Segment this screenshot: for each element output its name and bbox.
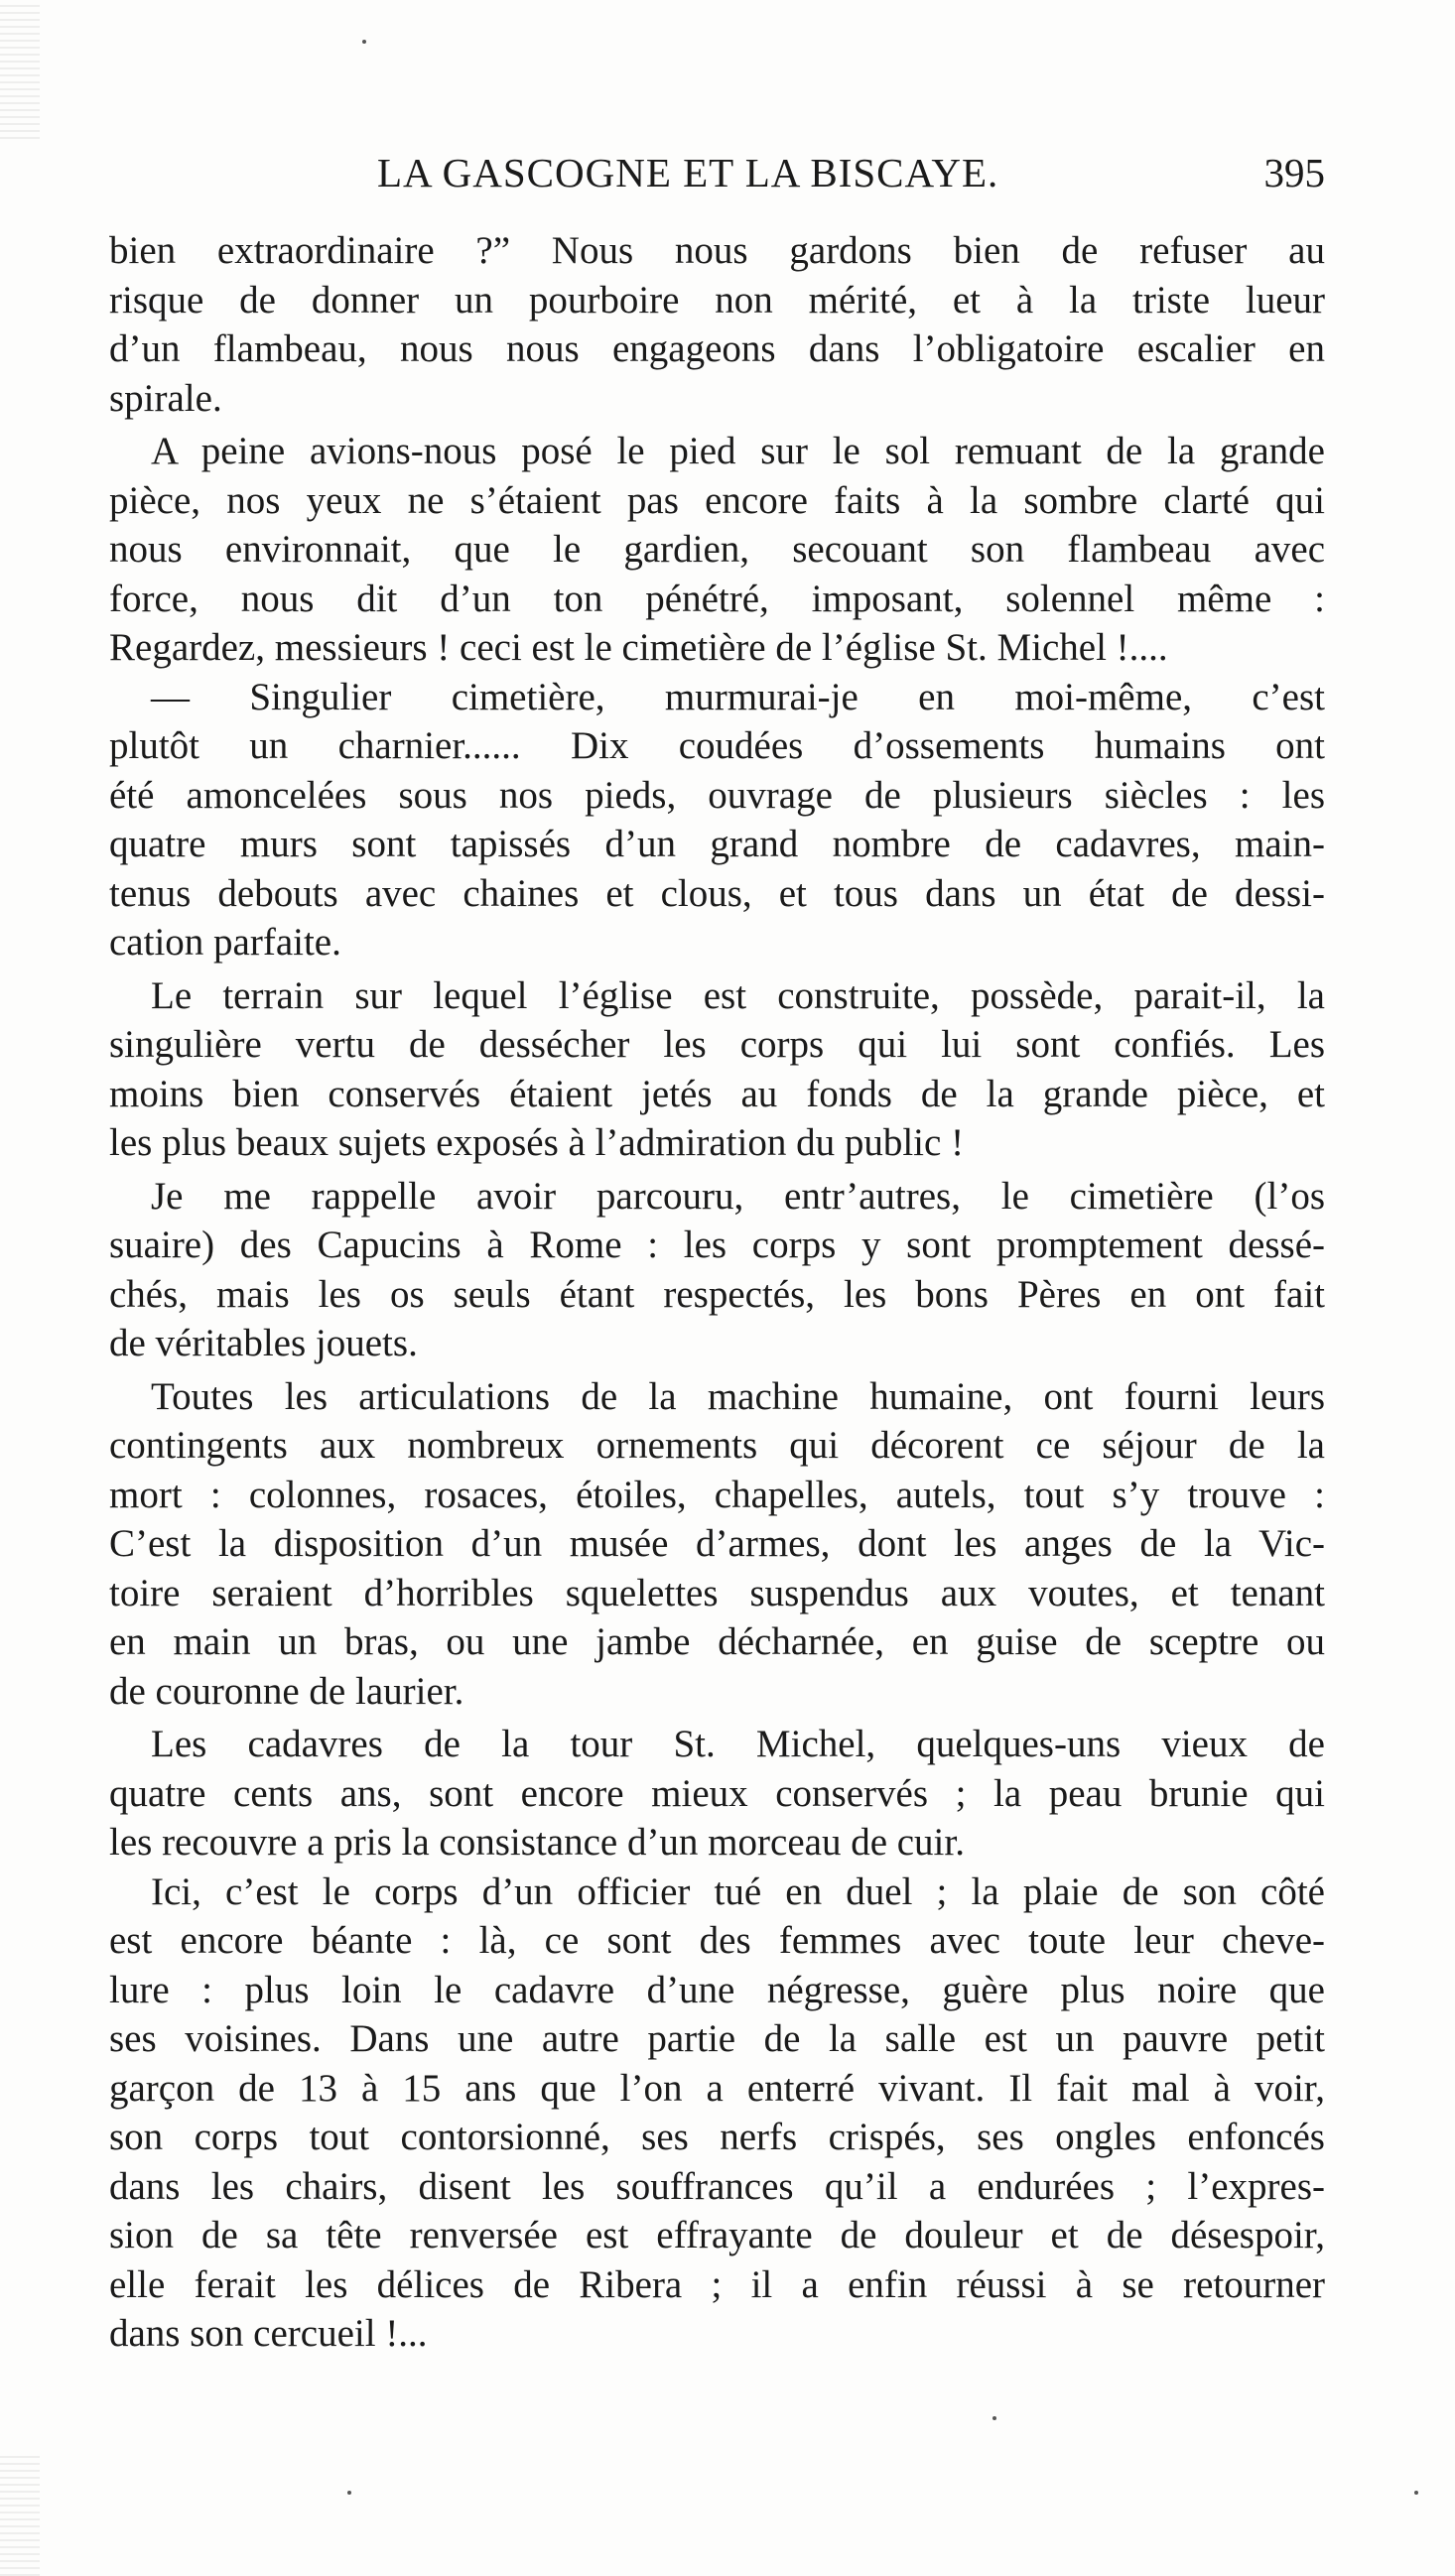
text-line: Les cadavres de la tour St. Michel, quelques-uns vieux de	[151, 1723, 1325, 1765]
scan-edge-noise-top	[0, 0, 40, 139]
text-line: de véritables jouets.	[109, 1322, 418, 1364]
text-line: quatre murs sont tapissés d’un grand nombre de cadavres, main-	[109, 823, 1325, 865]
text-line: chés, mais les os seuls étant respectés, les bons Pères en ont fait	[109, 1272, 1325, 1316]
text-line: est encore béante : là, ce sont des femmes avec toute leur cheve-	[109, 1919, 1325, 1962]
scan-speck	[347, 2491, 351, 2495]
page-number: 395	[1263, 150, 1325, 195]
text-line: Je me rappelle avoir parcouru, entr’autres, le cimetière (l’os	[151, 1174, 1325, 1218]
text-line: pièce, nos yeux ne s’étaient pas encore faits à la sombre clarté qui	[109, 478, 1325, 522]
text-line: mort : colonnes, rosaces, étoiles, chapelles, autels, tout s’y trouve :	[109, 1473, 1325, 1516]
text-line: quatre cents ans, sont encore mieux conservés ; la peau brunie qui	[109, 1771, 1325, 1815]
text-line: Ici, c’est le corps d’un officier tué en duel ; la plaie de son côté	[151, 1869, 1325, 1913]
text-line: A peine avions-nous posé le pied sur le sol remuant de la grande	[151, 430, 1325, 472]
text-line: les plus beaux sujets exposés à l’admiration du public !	[109, 1121, 965, 1164]
text-line: bien extraordinaire ?” Nous nous gardons bien de refuser au	[109, 229, 1325, 272]
text-line: nous environnait, que le gardien, secouant son flambeau avec	[109, 528, 1325, 571]
text-line: force, nous dit d’un ton pénétré, imposant, solennel même :	[109, 577, 1325, 620]
text-line: d’un flambeau, nous nous engageons dans l’obligatoire escalier en	[109, 327, 1325, 370]
text-line: suaire) des Capucins à Rome : les corps y sont promptement dessé-	[109, 1224, 1325, 1266]
text-line: les recouvre a pris la consistance d’un morceau de cuir.	[109, 1821, 965, 1864]
text-line: son corps tout contorsionné, ses nerfs crispés, ses ongles enfoncés	[109, 2116, 1325, 2158]
text-line: contingents aux nombreux ornements qui décorent ce séjour de la	[109, 1424, 1325, 1467]
text-line: plutôt un charnier...... Dix coudées d’ossements humains ont	[109, 724, 1325, 767]
text-line: sion de sa tête renversée est effrayante de douleur et de désespoir,	[109, 2214, 1325, 2256]
scan-speck	[1414, 2491, 1418, 2495]
text-line: Toutes les articulations de la machine humaine, ont fourni leurs	[151, 1374, 1325, 1418]
text-line: cation parfaite.	[109, 921, 341, 964]
text-line: garçon de 13 à 15 ans que l’on a enterré vivant. Il fait mal à voir,	[109, 2066, 1325, 2110]
text-line: spirale.	[109, 376, 222, 420]
scan-edge-noise-bottom	[0, 2451, 40, 2576]
scan-speck	[362, 40, 366, 44]
text-line: été amoncelées sous nos pieds, ouvrage de plusieurs siècles : les	[109, 773, 1325, 817]
text-line: dans les chairs, disent les souffrances qu’il a endurées ; l’expres-	[109, 2164, 1325, 2208]
text-line: dans son cercueil !...	[109, 2312, 428, 2355]
text-line: Regardez, messieurs ! ceci est le cimetière de l’église St. Michel !....	[109, 626, 1168, 669]
running-title: LA GASCOGNE ET LA BISCAYE.	[377, 150, 999, 195]
text-line: risque de donner un pourboire non mérité, et à la triste lueur	[109, 278, 1325, 322]
text-line: elle ferait les délices de Ribera ; il a enfin réussi à se retourner	[109, 2262, 1325, 2306]
text-line: — Singulier cimetière, murmurai-je en moi-même, c’est	[151, 675, 1325, 718]
body-text	[109, 226, 1325, 2359]
text-line: lure : plus loin le cadavre d’une négresse, guère plus noire que	[109, 1968, 1325, 2011]
running-head	[109, 149, 1325, 208]
text-line: ses voisines. Dans une autre partie de la salle est un pauvre petit	[109, 2017, 1325, 2060]
text-line: tenus debouts avec chaines et clous, et tous dans un état de dessi-	[109, 871, 1325, 915]
text-line: Le terrain sur lequel l’église est construite, possède, parait-il, la	[151, 973, 1325, 1017]
text-line: en main un bras, ou une jambe décharnée, en guise de sceptre ou	[109, 1620, 1325, 1663]
text-line: singulière vertu de dessécher les corps qui lui sont confiés. Les	[109, 1023, 1325, 1066]
text-line: C’est la disposition d’un musée d’armes, dont les anges de la Vic-	[109, 1522, 1325, 1565]
scan-speck	[992, 2416, 996, 2420]
text-line: moins bien conservés étaient jetés au fonds de la grande pièce, et	[109, 1072, 1325, 1115]
text-line: de couronne de laurier.	[109, 1669, 464, 1713]
text-line: toire seraient d’horribles squelettes suspendus aux voutes, et tenant	[109, 1571, 1325, 1614]
